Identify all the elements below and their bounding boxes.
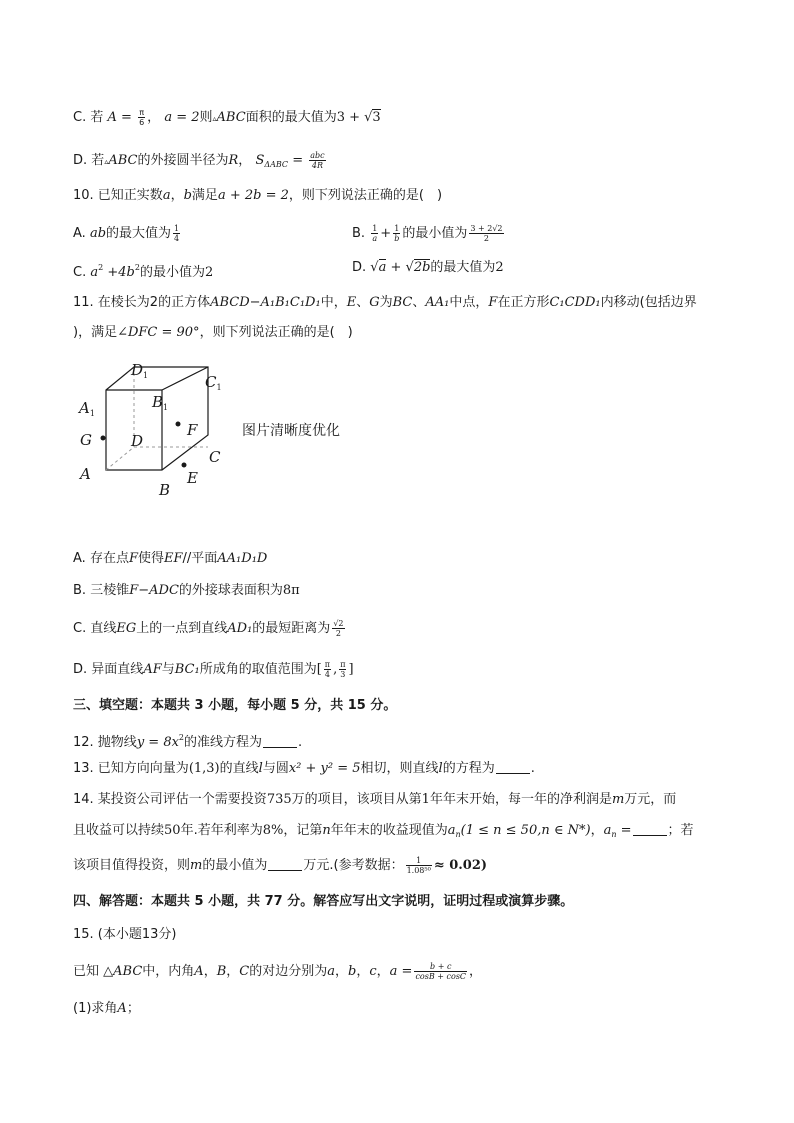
answer-blank[interactable] <box>268 858 302 871</box>
text: 与圆 <box>262 761 289 776</box>
q15-stem <box>73 962 482 981</box>
point-f <box>176 422 181 427</box>
text: //平面 <box>182 551 218 566</box>
denominator: cosB + cosC <box>415 972 467 981</box>
math: A <box>117 1001 127 1016</box>
text: 中，内角 <box>142 964 195 979</box>
numerator: 1 <box>174 224 180 233</box>
figure-caption: 图片清晰度优化 <box>242 423 340 439</box>
text: . <box>298 735 303 750</box>
superscript: 2 <box>134 263 140 272</box>
numerator: π <box>324 660 331 669</box>
denominator: 4 <box>324 670 330 679</box>
text: ，记第 <box>283 823 323 838</box>
fraction <box>339 660 346 679</box>
math: 8π <box>282 583 300 598</box>
label-a1: $A_1$ <box>79 399 95 418</box>
fraction <box>393 224 400 243</box>
label-c: C <box>209 448 221 466</box>
math: x² + y² = 5 <box>288 761 361 776</box>
math: ∠DFC = 90° <box>117 325 200 340</box>
option-label: A. <box>73 551 86 566</box>
math: ab <box>89 226 107 241</box>
text: 的最小值为 <box>202 858 268 873</box>
text: 中， <box>320 295 347 310</box>
text: 的最小值为 <box>402 226 468 241</box>
q11-option-d <box>73 660 354 679</box>
math: a <box>603 823 612 838</box>
text: 的直线 <box>219 761 259 776</box>
subscript: n <box>611 830 617 839</box>
fraction <box>414 962 467 981</box>
hidden-edge-ad <box>106 447 134 470</box>
math: m <box>190 858 203 873</box>
text: ， <box>226 964 240 979</box>
math: a <box>162 188 171 203</box>
math: F <box>488 295 498 310</box>
text: 满足 <box>191 188 218 203</box>
q15-part1 <box>73 1000 140 1018</box>
q9-option-d <box>73 151 328 174</box>
text: 13. 已知方向向量为 <box>73 761 189 776</box>
text: 与 <box>161 662 175 677</box>
text: 若 <box>91 153 105 168</box>
triangle-symbol: ▵ <box>212 114 217 123</box>
text: ；若 <box>667 823 694 838</box>
fraction <box>309 151 325 170</box>
text: 的最小值为 <box>139 265 205 280</box>
numerator: π <box>340 660 346 669</box>
label-b: B <box>159 481 171 499</box>
numerator: 1 <box>372 224 378 233</box>
q11-option-b <box>73 582 300 600</box>
math: m <box>611 792 625 807</box>
math: a + 2b = 2 <box>217 188 289 203</box>
text: ， <box>203 964 217 979</box>
math: A <box>194 964 204 979</box>
q10-option-a <box>73 224 182 243</box>
math: a <box>327 964 336 979</box>
math: E <box>346 295 357 310</box>
math: l <box>258 761 263 776</box>
bracket: [ <box>316 662 322 677</box>
math: a <box>90 265 99 280</box>
text: , <box>333 662 338 677</box>
point-e <box>182 463 187 468</box>
text: 在正方形 <box>497 295 550 310</box>
text: 的外接圆半径为 <box>137 153 229 168</box>
text: ， <box>376 964 390 979</box>
text: 的最短距离为 <box>252 621 331 636</box>
superscript: 2 <box>98 263 104 272</box>
option-label: B. <box>352 226 366 241</box>
numerator: 3 + 2√2 <box>470 224 503 233</box>
label-f: F <box>187 421 198 439</box>
math: ABCD−A₁B₁C₁D₁ <box>210 295 321 310</box>
text: 的方程为 <box>442 761 495 776</box>
q12 <box>73 729 302 752</box>
math: 1 <box>421 792 430 807</box>
math: = <box>616 823 632 838</box>
text: 所成角的取值范围为 <box>199 662 317 677</box>
answer-blank[interactable] <box>496 761 530 774</box>
label-b1: $B_1$ <box>152 393 169 412</box>
math: y = 8x <box>136 735 179 750</box>
cube-figure <box>75 355 245 505</box>
text: 相切，则直线 <box>360 761 439 776</box>
text: ， <box>170 188 184 203</box>
cube-outline <box>106 367 208 470</box>
subscript: n <box>455 830 461 839</box>
fraction <box>469 224 503 243</box>
text: 、 <box>356 295 370 310</box>
superscript: 2 <box>178 733 185 742</box>
triangle-symbol: ▵ <box>104 157 109 166</box>
option-label: D. <box>73 153 88 168</box>
math: BC₁ <box>174 662 200 677</box>
text: 已知 △ <box>73 964 114 979</box>
q14-line1 <box>73 791 676 809</box>
math: l <box>438 761 443 776</box>
math: ABC <box>113 964 143 979</box>
text: 为 <box>379 295 393 310</box>
fraction <box>173 224 180 243</box>
text: ， <box>356 964 370 979</box>
text: 年.若年利率为 <box>180 823 263 838</box>
fraction <box>324 660 331 679</box>
q14-line3 <box>73 856 487 875</box>
text: ， <box>335 964 349 979</box>
text: ； <box>126 1001 140 1016</box>
math: (1,3) <box>188 761 220 776</box>
radicand: 2b <box>413 260 431 275</box>
text: 该项目值得投资，则 <box>73 858 191 873</box>
numerator: π <box>139 108 145 117</box>
math: + <box>390 260 402 275</box>
numerator: 1 <box>394 224 400 233</box>
option-label: D. <box>352 260 367 275</box>
math: AA₁ <box>425 295 450 310</box>
math: F <box>128 551 138 566</box>
text: 三棱锥 <box>90 583 130 598</box>
label-d: D <box>131 432 144 450</box>
option-label: D. <box>73 662 88 677</box>
text: . <box>530 761 535 776</box>
q10-option-d: D. √a + √2b的最大值为2 <box>352 260 504 275</box>
answer-blank[interactable] <box>633 823 667 836</box>
text: 内移动(包括边界 <box>600 295 697 310</box>
math: n <box>322 823 331 838</box>
subscript: ΔABC <box>264 160 289 169</box>
math: 735 <box>266 792 292 807</box>
text: 异面直线 <box>91 662 144 677</box>
math: 2 <box>495 260 504 275</box>
text: 年年末开始，每一年的净利润是 <box>429 792 612 807</box>
text: 万元，而 <box>624 792 677 807</box>
text: ， <box>147 110 161 125</box>
text: 使得 <box>137 551 164 566</box>
numerator: abc <box>310 151 325 160</box>
text: 直线 <box>90 621 117 636</box>
option-label: A. <box>73 226 86 241</box>
math: EG <box>116 621 137 636</box>
denominator: 2 <box>483 234 489 243</box>
math: a <box>447 823 456 838</box>
q11-stem-line1 <box>73 294 697 312</box>
label-d1: $D_1$ <box>131 361 149 380</box>
text: 的最大值为 <box>430 260 496 275</box>
math: EF <box>164 551 183 566</box>
math: = <box>292 153 304 168</box>
math: 8% <box>262 823 284 838</box>
math: ABC <box>108 153 138 168</box>
text: )，满足 <box>73 325 118 340</box>
math: 2 <box>204 265 214 280</box>
math: S <box>255 153 265 168</box>
q13 <box>73 760 535 778</box>
fraction <box>138 108 145 127</box>
q11-stem-line2 <box>73 324 353 342</box>
q10-option-b <box>352 224 506 243</box>
option-label: B. <box>73 583 87 598</box>
text: 的对边分别为 <box>249 964 328 979</box>
section-3-title: 三、填空题：本题共 3 小题，每小题 5 分，共 15 分。 <box>73 698 397 713</box>
label-c1: $C_1$ <box>205 373 222 392</box>
text: 面积的最大值为 <box>245 110 337 125</box>
text: 的外接球表面积为 <box>178 583 283 598</box>
text: 万元.(参考数据： <box>303 858 404 873</box>
text: ，则下列说法正确的是( ) <box>288 188 443 203</box>
text: 年年末的收益现值为 <box>330 823 448 838</box>
option-label: C. <box>73 110 87 125</box>
fraction <box>406 856 432 875</box>
q9-option-c: C. 若 A = $\frac{\pi}{6}$ ， a = 2则▵ABC面积的最大值为3 + √3 <box>73 108 381 127</box>
text: 万的项目，该项目从第 <box>291 792 422 807</box>
math: F−ADC <box>129 583 179 598</box>
math: 3 + <box>336 110 360 125</box>
math: +4b <box>103 265 135 280</box>
math: ≈ 0.02) <box>433 858 488 873</box>
answer-blank[interactable] <box>263 735 297 748</box>
text: 的准线方程为 <box>184 735 263 750</box>
math: b <box>183 188 192 203</box>
text: 且收益可以持续 <box>73 823 165 838</box>
math: C <box>239 964 250 979</box>
math: c <box>369 964 377 979</box>
q11-option-c <box>73 619 347 638</box>
math: 50 <box>164 823 181 838</box>
numerator: √2 <box>333 619 344 628</box>
math: AD₁ <box>227 621 253 636</box>
math: BC <box>392 295 413 310</box>
text: 存在点 <box>89 551 129 566</box>
q10-option-c <box>73 259 213 282</box>
denominator: 2 <box>335 629 341 638</box>
denominator: b <box>394 234 400 243</box>
q14-line2 <box>73 822 694 844</box>
label-g: G <box>80 431 92 449</box>
label-a: A <box>80 465 91 483</box>
text: ，则下列说法正确的是( ) <box>199 325 353 340</box>
edge-b1c1 <box>162 367 208 390</box>
text: 11. 在棱长为2的正方体 <box>73 295 211 310</box>
fraction <box>371 224 378 243</box>
q10-stem <box>73 187 442 205</box>
denominator: a <box>372 234 378 243</box>
text: ， <box>238 153 252 168</box>
text: (1)求角 <box>73 1001 118 1016</box>
bracket: ] <box>348 662 354 677</box>
text: 则 <box>199 110 213 125</box>
math: B <box>216 964 227 979</box>
text: 10. 已知正实数 <box>73 188 163 203</box>
math: a = <box>389 964 413 979</box>
math: R <box>228 153 239 168</box>
radicand: a <box>378 260 387 275</box>
text: 上的一点到直线 <box>136 621 228 636</box>
text: 中点， <box>449 295 489 310</box>
label-e: E <box>187 469 198 487</box>
denominator: 1.08⁵⁰ <box>406 866 431 875</box>
numerator: 1 <box>406 856 432 866</box>
denominator: 3 <box>340 670 346 679</box>
option-label: C. <box>73 621 87 636</box>
option-label: C. <box>73 265 87 280</box>
math: AA₁D₁D <box>217 551 268 566</box>
denominator: 4 <box>174 234 180 243</box>
point-g <box>101 436 106 441</box>
text: 、 <box>412 295 426 310</box>
text: 14. 某投资公司评估一个需要投资 <box>73 792 267 807</box>
text: 若 <box>90 110 104 125</box>
math: AF <box>143 662 162 677</box>
q15-heading: 15. (本小题13分) <box>73 927 177 942</box>
radicand: 3 <box>372 110 381 125</box>
text: 的最大值为 <box>106 226 172 241</box>
math: a = 2 <box>164 110 200 125</box>
denominator: 6 <box>139 118 145 127</box>
numerator: b + c <box>414 962 467 972</box>
math: C₁CDD₁ <box>549 295 601 310</box>
text: 12. 抛物线 <box>73 735 137 750</box>
math: ABC <box>216 110 246 125</box>
math: b <box>348 964 357 979</box>
section-4-title: 四、解答题：本题共 5 小题，共 77 分。解答应写出文字说明，证明过程或演算步骤。 <box>73 894 574 909</box>
denominator: 4R <box>311 161 323 170</box>
math: (1 ≤ n ≤ 50,n ∈ N*) <box>460 823 591 838</box>
math: + <box>380 226 392 241</box>
q11-option-a <box>73 550 267 568</box>
math: A = <box>107 110 132 125</box>
fraction <box>332 619 344 638</box>
math: G <box>369 295 380 310</box>
text: ， <box>469 964 483 979</box>
text: ， <box>590 823 604 838</box>
